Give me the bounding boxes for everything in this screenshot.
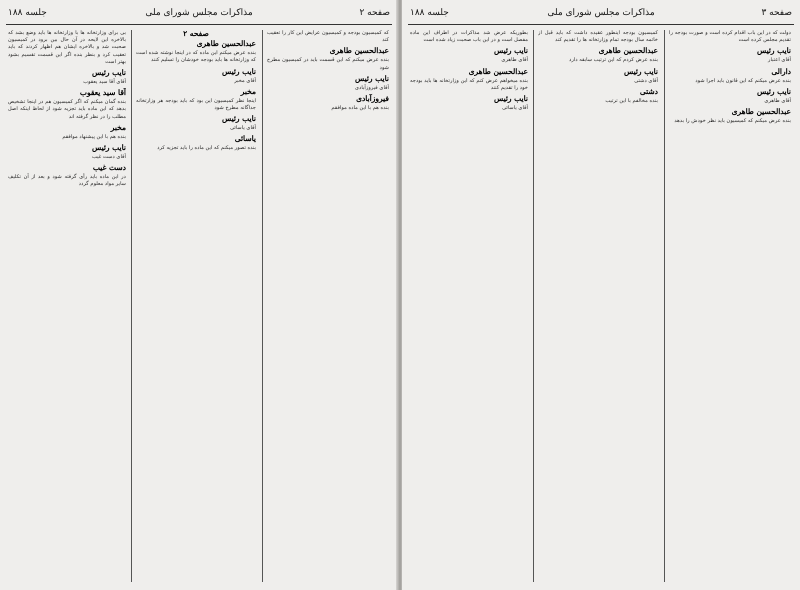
speaker-name: نایب رئیس [222,114,256,124]
speech-paragraph: آقای اعتبار [768,57,791,64]
column-2 [136,30,256,582]
speaker-name: دارالی [771,66,791,76]
speech-paragraph: کمیسیون بودجه اینطور عقیده داشت که باید قبل از خاتمه سال بودجه تمام وزارتخانه ها را تقدیم کند [538,30,658,44]
right-page-header [408,6,794,25]
speech-paragraph: بنده عرض میکنم که کمیسیون باید نظر خودش را بدهد [674,118,791,125]
speech-paragraph: بنده عرض کردم که این ترتیب سابقه دارد [569,57,658,64]
speech-paragraph: آقای دست غیب [92,154,126,161]
speech-paragraph: دولت که در این باب اقدام کرده است و صورت بودجه را تقدیم مجلس کرده است [669,30,791,44]
column-1 [8,30,126,582]
column-3 [267,30,389,582]
speaker-name: نایب رئیس [355,73,389,83]
speaker-name: عبدالحسین طاهری [329,46,389,56]
speech-paragraph: بنده عرض میکنم این ماده که در اینجا نوشته شده است که وزارتخانه ها باید بودجه خودشان را تسلیم کنند [136,50,256,64]
speaker-name: دست غیب [92,163,126,173]
left-header-page: صفحه ۲ [359,8,390,18]
column-heading: صفحه ۲ [183,30,209,38]
speaker-name: نایب رئیس [757,46,791,56]
speaker-name: دشتی [639,86,658,96]
speaker-name: آقا سید یعقوب [79,88,126,98]
speech-paragraph: بنده مخالفم با این ترتیب [605,97,658,104]
speech-paragraph: آقای مخبر [234,77,256,84]
speaker-name: نایب رئیس [92,143,126,153]
speech-paragraph: آقای طاهری [764,97,791,104]
column-4 [410,30,528,582]
left-header-title: مذاکرات مجلس شورای ملی [145,8,253,18]
speaker-name: مخبر [110,122,126,132]
speaker-name: نایب رئیس [624,66,658,76]
column-rule [664,30,665,582]
right-page [402,0,800,590]
speech-paragraph: بنده گمان میکنم که اگر کمیسیون هم در اینجا تشخیص بدهد که این ماده باید تجزیه شود از لحاظ اینکه اصل مطلب را در نظر گرفته اند [8,99,126,120]
speech-paragraph: آقای طاهری [501,57,528,64]
speech-paragraph: بنده عرض میکنم که این قانون باید اجرا شود [695,77,791,84]
speech-paragraph: آقای یاسائی [230,125,256,132]
speech-paragraph: بنده عرض میکنم که این قسمت باید در کمیسیون مطرح شود [267,57,389,71]
column-rule [533,30,534,582]
column-5 [538,30,658,582]
speaker-name: عبدالحسین طاهری [468,66,528,76]
speech-paragraph: بنده تصور میکنم که این ماده را باید تجزیه کرد [157,145,256,152]
speech-paragraph: که کمیسیون بودجه و کمیسیون عرایض این کار را تعقیب کند [267,30,389,44]
speech-paragraph: بطوریکه عرض شد مذاکرات در اطراف این ماده مفصل است و در این باب صحبت زیاد شده است [410,30,528,44]
column-6 [669,30,791,582]
right-header-title: مذاکرات مجلس شورای ملی [547,8,655,18]
speaker-name: نایب رئیس [494,94,528,104]
speaker-name: یاسائی [234,134,256,144]
speaker-name: نایب رئیس [222,66,256,76]
left-page-header [6,6,392,25]
speaker-name: نایب رئیس [92,68,126,78]
speech-paragraph: بنده میخواهم عرض کنم که این وزارتخانه ها باید بودجه خود را تقدیم کنند [410,77,528,91]
speech-paragraph: آقای دشتی [634,77,658,84]
speech-paragraph: بی برای وزارتخانه ها با وزارتخانه ها باید وضع بشد که بالاخره این لایحه در آن حال بین برود در کمیسیون صحبت شد و بالاخره ایشان هم اظهار کردند که باید تعقیب کرد و بنظر بنده اگر این قسمت تقسیم بشود بهتر است [8,30,126,65]
speaker-name: عبدالحسین طاهری [196,39,256,49]
speech-paragraph: آقای یاسائی [502,105,528,112]
speaker-name: نایب رئیس [757,86,791,96]
speech-paragraph: اینجا نظر کمیسیون این بود که باید بودجه هر وزارتخانه جداگانه مطرح شود [136,97,256,112]
speaker-name: عبدالحسین طاهری [598,46,658,56]
left-page [0,0,398,590]
speaker-name: مخبر [240,86,256,96]
left-header-session: جلسه ۱۸۸ [8,8,47,18]
speech-paragraph: بنده هم با این ماده موافقم [331,105,389,112]
speech-paragraph: بنده هم با این پیشنهاد موافقم [62,133,126,140]
right-header-session: جلسه ۱۸۸ [410,8,449,18]
column-rule [262,30,263,582]
speaker-name: نایب رئیس [494,46,528,56]
speaker-name: فیروزآبادی [356,94,389,104]
speaker-name: عبدالحسین طاهری [731,107,791,117]
column-rule [131,30,132,582]
speech-paragraph: آقای آقا سید یعقوب [83,79,126,86]
speech-paragraph: آقای فیروزآبادی [355,84,389,91]
speech-paragraph: در این ماده باید رأی گرفته شود و بعد از آن تکلیف سایر مواد معلوم گردد [8,174,126,188]
right-header-page: صفحه ۳ [761,8,792,18]
